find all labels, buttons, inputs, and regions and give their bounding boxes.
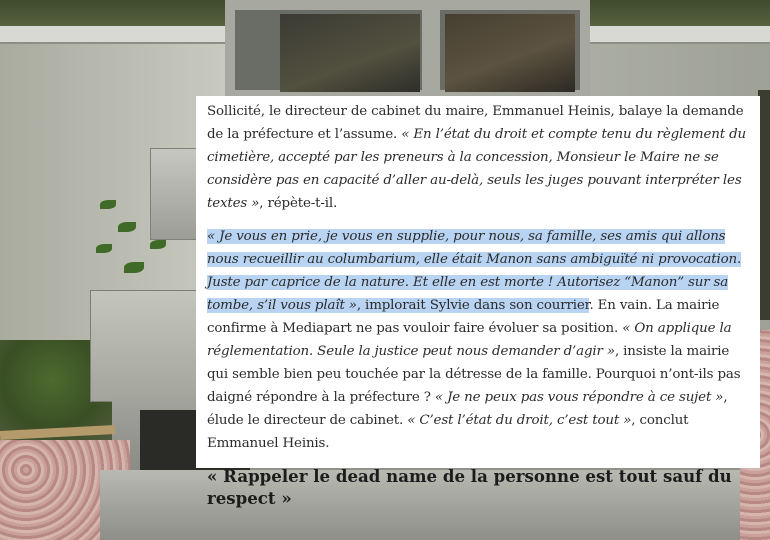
niche-door-right [445,14,575,92]
niche-door-left [280,14,420,92]
leaf [100,200,116,209]
paragraph-family-plea [207,225,752,455]
quote-director: « En l’état du droit et compte tenu du règlement du cimetière, accepté par les preneurs à la concession, Monsieur le Maire ne se considère pas en capacité d’aller au-delà, seuls les juges pouvant interpréter les textes » [207,127,746,211]
quote-heinis: « C’est l’état du droit, c’est tout » [407,413,632,428]
text-run: , insiste la mairie qui semble bien peu touchée par la détresse de la famille. Pourquoi n’ont-ils pas daigné répondre à la préfecture ? [207,344,741,405]
text-run: , élude le directeur de cabinet. [207,390,728,428]
text-run: . En vain. La mairie confirme à Mediapart ne pas vouloir faire évoluer sa position. [207,298,720,336]
section-subheading: « Rappeler le dead name de la personne est tout sauf du respect » [207,466,732,508]
leaf [118,222,136,232]
leaf [150,240,166,249]
quote-cabinet: « Je ne peux pas vous répondre à ce sujet » [434,390,724,405]
article-excerpt [196,96,760,508]
quote-mairie: « On applique la réglementation. Seule la justice peut nous demander d’agir » [207,321,732,359]
text-run: Sollicité, le directeur de cabinet du maire, Emmanuel Heinis, balaye la demande de la préfecture et l’assume. [207,104,744,142]
leaf [124,262,144,273]
text-run: , répète-t-il. [259,196,338,211]
text-run: , conclut Emmanuel Heinis. [207,413,689,451]
quote-sylvie: « Je vous en prie, je vous en supplie, pour nous, sa famille, ses amis qui allons nous recueillir au columbarium, elle était Manon sans ambiguïté ni provocation. Juste par caprice de la nature. Et elle en est morte ! Autorisez “Manon” sur sa tombe, s’il vous plaît » [207,229,742,313]
niche-divider [422,0,440,100]
text-run: , implorait Sylvie dans son courrier [356,298,590,313]
paragraph-director-response [207,100,752,215]
leaf [96,244,112,253]
